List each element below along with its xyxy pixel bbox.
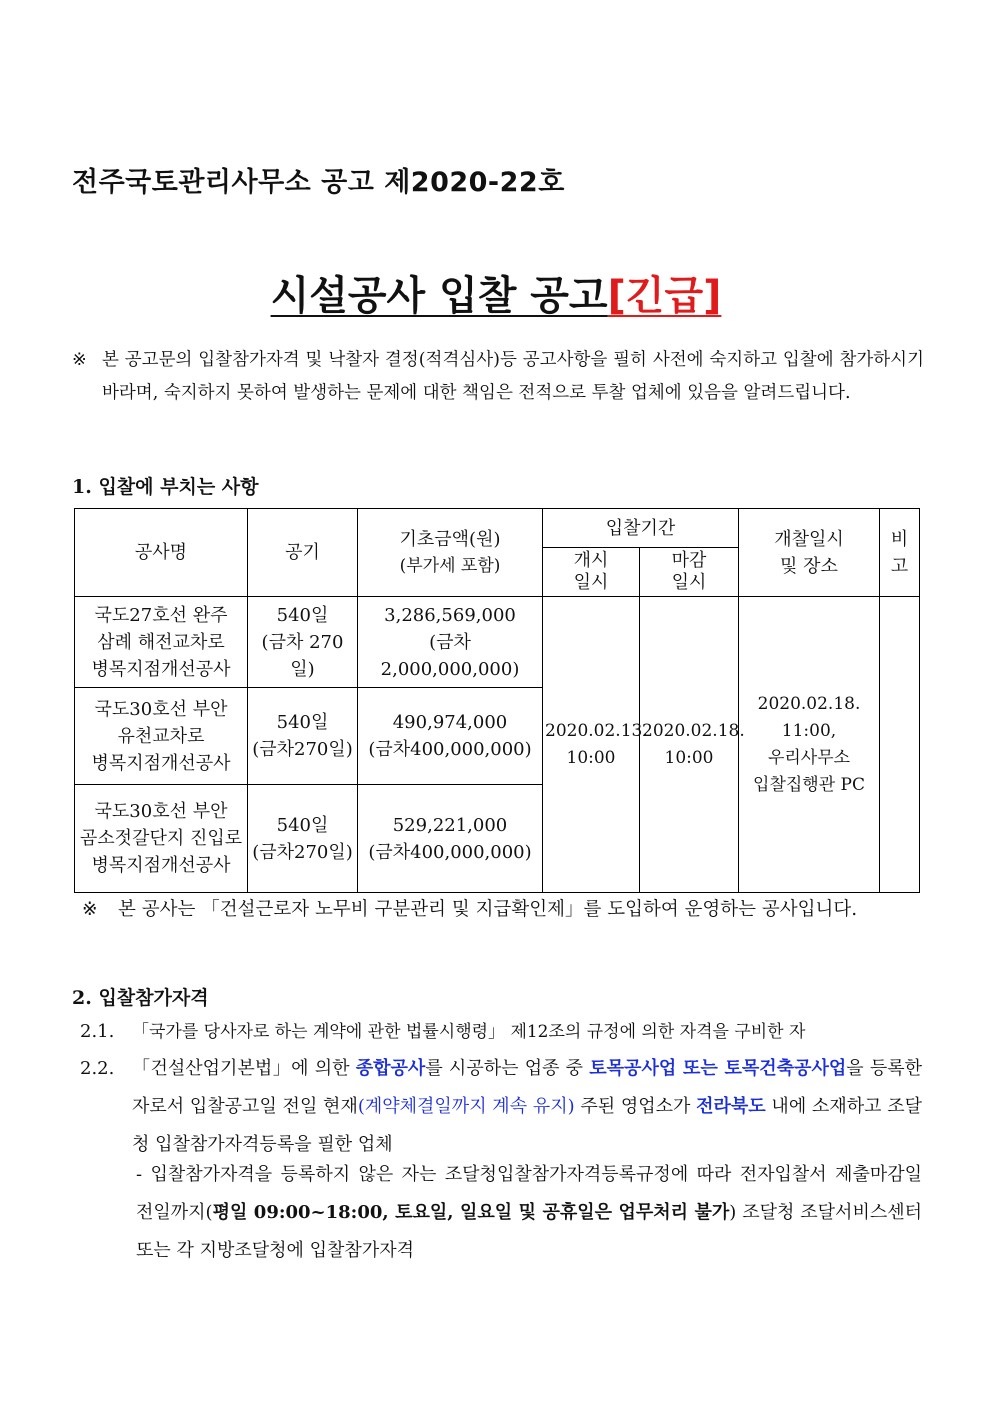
item-text (132, 1050, 922, 1164)
opening-time: 11:00, (781, 720, 837, 741)
current-amount: (금차400,000,000) (368, 739, 532, 760)
page-title (0, 264, 992, 321)
highlight-region: 전라북도 (696, 1096, 766, 1117)
item-text: 「국가를 당사자로 하는 계약에 관한 법률시행령」 제12조의 규정에 의한 자격을 구비한 자 (132, 1022, 806, 1042)
urgent-tag: [긴급] (607, 273, 722, 319)
project-name-line: 삼례 해전교차로 (97, 631, 225, 653)
header-base-amount-line1: 기초금액(원) (399, 528, 501, 550)
end-time: 10:00 (664, 747, 714, 768)
section-1-heading: 1. 입찰에 부치는 사항 (72, 476, 259, 498)
reference-mark-icon: ※ (82, 899, 98, 920)
header-remarks-line2: 고 (890, 555, 909, 577)
item-text-part: 주된 영업소가 (574, 1096, 697, 1117)
header-start-line1: 개시 (573, 550, 609, 571)
period-days: 540일 (276, 712, 329, 733)
item-text-part: 을 (846, 1058, 864, 1079)
header-remarks-line1: 비 (890, 528, 909, 550)
base-amount: 3,286,569,000 (384, 604, 516, 626)
amount-cell (358, 688, 543, 785)
header-base-amount-line2: (부가세 포함) (399, 555, 501, 576)
header-start (543, 548, 640, 597)
header-start-line2: 일시 (573, 572, 609, 593)
period-cell (248, 597, 358, 688)
header-period: 공기 (248, 509, 358, 597)
sub-item-text (132, 1156, 922, 1270)
item-text-part: 「건설산업기본법」에 의한 (132, 1058, 356, 1079)
notice-number: 전주국토관리사무소 공고 제2020-22호 (72, 167, 565, 198)
item-text-part: 내에 소재하고 조달청 입찰참가자격등록을 필한 업체 (132, 1096, 922, 1155)
project-name-cell (75, 785, 248, 893)
header-opening-line1: 개찰일시 (774, 528, 844, 550)
header-opening-line2: 및 장소 (780, 555, 838, 577)
period-cell (248, 785, 358, 893)
table-header-row (75, 509, 920, 548)
highlight-civil-engineering: 토목공사업 또는 토목건축공사업 (589, 1058, 847, 1079)
qualification-item-2-2-sub (132, 1156, 922, 1270)
item-text-part: 등록한 자로서 입찰공고일 전일 현재 (132, 1058, 922, 1117)
end-date: 2020.02.18. (642, 720, 745, 741)
header-opening (739, 509, 880, 597)
header-end (640, 548, 739, 597)
sub-item-text-part: ) 조달청 조달서비스센터 또는 각 지방조달청에 입찰참가자격 (136, 1202, 922, 1261)
section-2-heading: 2. 입찰참가자격 (72, 987, 209, 1009)
current-amount: (금차400,000,000) (368, 841, 532, 863)
qualification-item-2-1 (74, 1013, 922, 1051)
period-current: (금차270일) (252, 841, 353, 863)
project-name-line: 곰소젓갈단지 진입로 (79, 828, 243, 849)
header-base-amount (358, 509, 543, 597)
project-name-cell (75, 597, 248, 688)
item-number: 2.2. (80, 1058, 115, 1079)
item-number: 2.1. (80, 1021, 115, 1042)
period-cell (248, 688, 358, 785)
bid-items-table (74, 508, 920, 893)
project-name-cell (75, 688, 248, 785)
intro-note-text: 본 공고문의 입찰참가자격 및 낙찰자 결정(적격심사)등 공고사항을 필히 사전에 숙지하고 입찰에 참가하시기 바라며, 숙지하지 못하여 발생하는 문제에 대한 책임은 전적으로 투찰 업체에 있음을 알려드립니다. (102, 350, 924, 403)
reference-mark-icon: ※ (72, 350, 87, 370)
intro-note (72, 344, 924, 410)
header-bid-period: 입찰기간 (543, 509, 739, 548)
remarks-cell (880, 597, 920, 893)
period-current: (금차270일) (252, 739, 353, 760)
highlight-general-construction: 종합공사 (355, 1058, 426, 1079)
opening-date: 2020.02.18. (757, 693, 861, 714)
end-datetime-cell (640, 597, 745, 893)
current-amount: (금차2,000,000,000) (380, 631, 520, 680)
period-days: 540일 (276, 604, 329, 626)
qualification-item-2-2 (74, 1050, 922, 1164)
project-name-line: 병목지점개선공사 (91, 855, 231, 876)
amount-cell (358, 597, 543, 688)
project-name-line: 병목지점개선공사 (91, 658, 231, 680)
opening-cell (739, 597, 880, 893)
period-days: 540일 (276, 814, 329, 836)
start-datetime-cell (543, 597, 648, 893)
section-1-note (82, 892, 922, 927)
opening-place: 우리사무소 (767, 747, 851, 768)
page-title-text: 시설공사 입찰 공고 (270, 273, 608, 319)
header-project-name: 공사명 (75, 509, 248, 597)
project-name-line: 병목지점개선공사 (91, 752, 231, 774)
header-end-line2: 일시 (671, 572, 707, 593)
section-1-note-text: 본 공사는 「건설근로자 노무비 구분관리 및 지급확인제」를 도입하여 운영하는 공사입니다. (118, 899, 858, 920)
header-end-line1: 마감 (671, 550, 707, 571)
project-name-line: 국도27호선 완주 (94, 604, 228, 626)
amount-cell (358, 785, 543, 893)
highlight-business-hours: 평일 09:00~18:00, 토요일, 일요일 및 공휴일은 업무처리 불가 (212, 1202, 730, 1223)
project-name-line: 유천교차로 (117, 725, 205, 747)
base-amount: 490,974,000 (392, 712, 508, 733)
base-amount: 529,221,000 (392, 814, 508, 836)
item-text-part: 를 시공하는 업종 중 (425, 1058, 590, 1079)
sub-item-text-part: - 입찰참가자격을 등록하지 않은 자는 조달청입찰참가자격등록규정에 따라 전자입찰서 제출마감일 전일까지( (136, 1164, 922, 1223)
start-date: 2020.02.13. (545, 720, 648, 741)
table-row (75, 597, 920, 688)
highlight-contract-period: (계약체결일까지 계속 유지) (357, 1096, 575, 1117)
project-name-line: 국도30호선 부안 (94, 801, 228, 822)
start-time: 10:00 (566, 747, 616, 768)
project-name-line: 국도30호선 부안 (94, 698, 228, 720)
period-current: (금차 270일) (261, 631, 344, 680)
opening-place-detail: 입찰집행관 PC (753, 774, 865, 795)
header-remarks (880, 509, 920, 597)
